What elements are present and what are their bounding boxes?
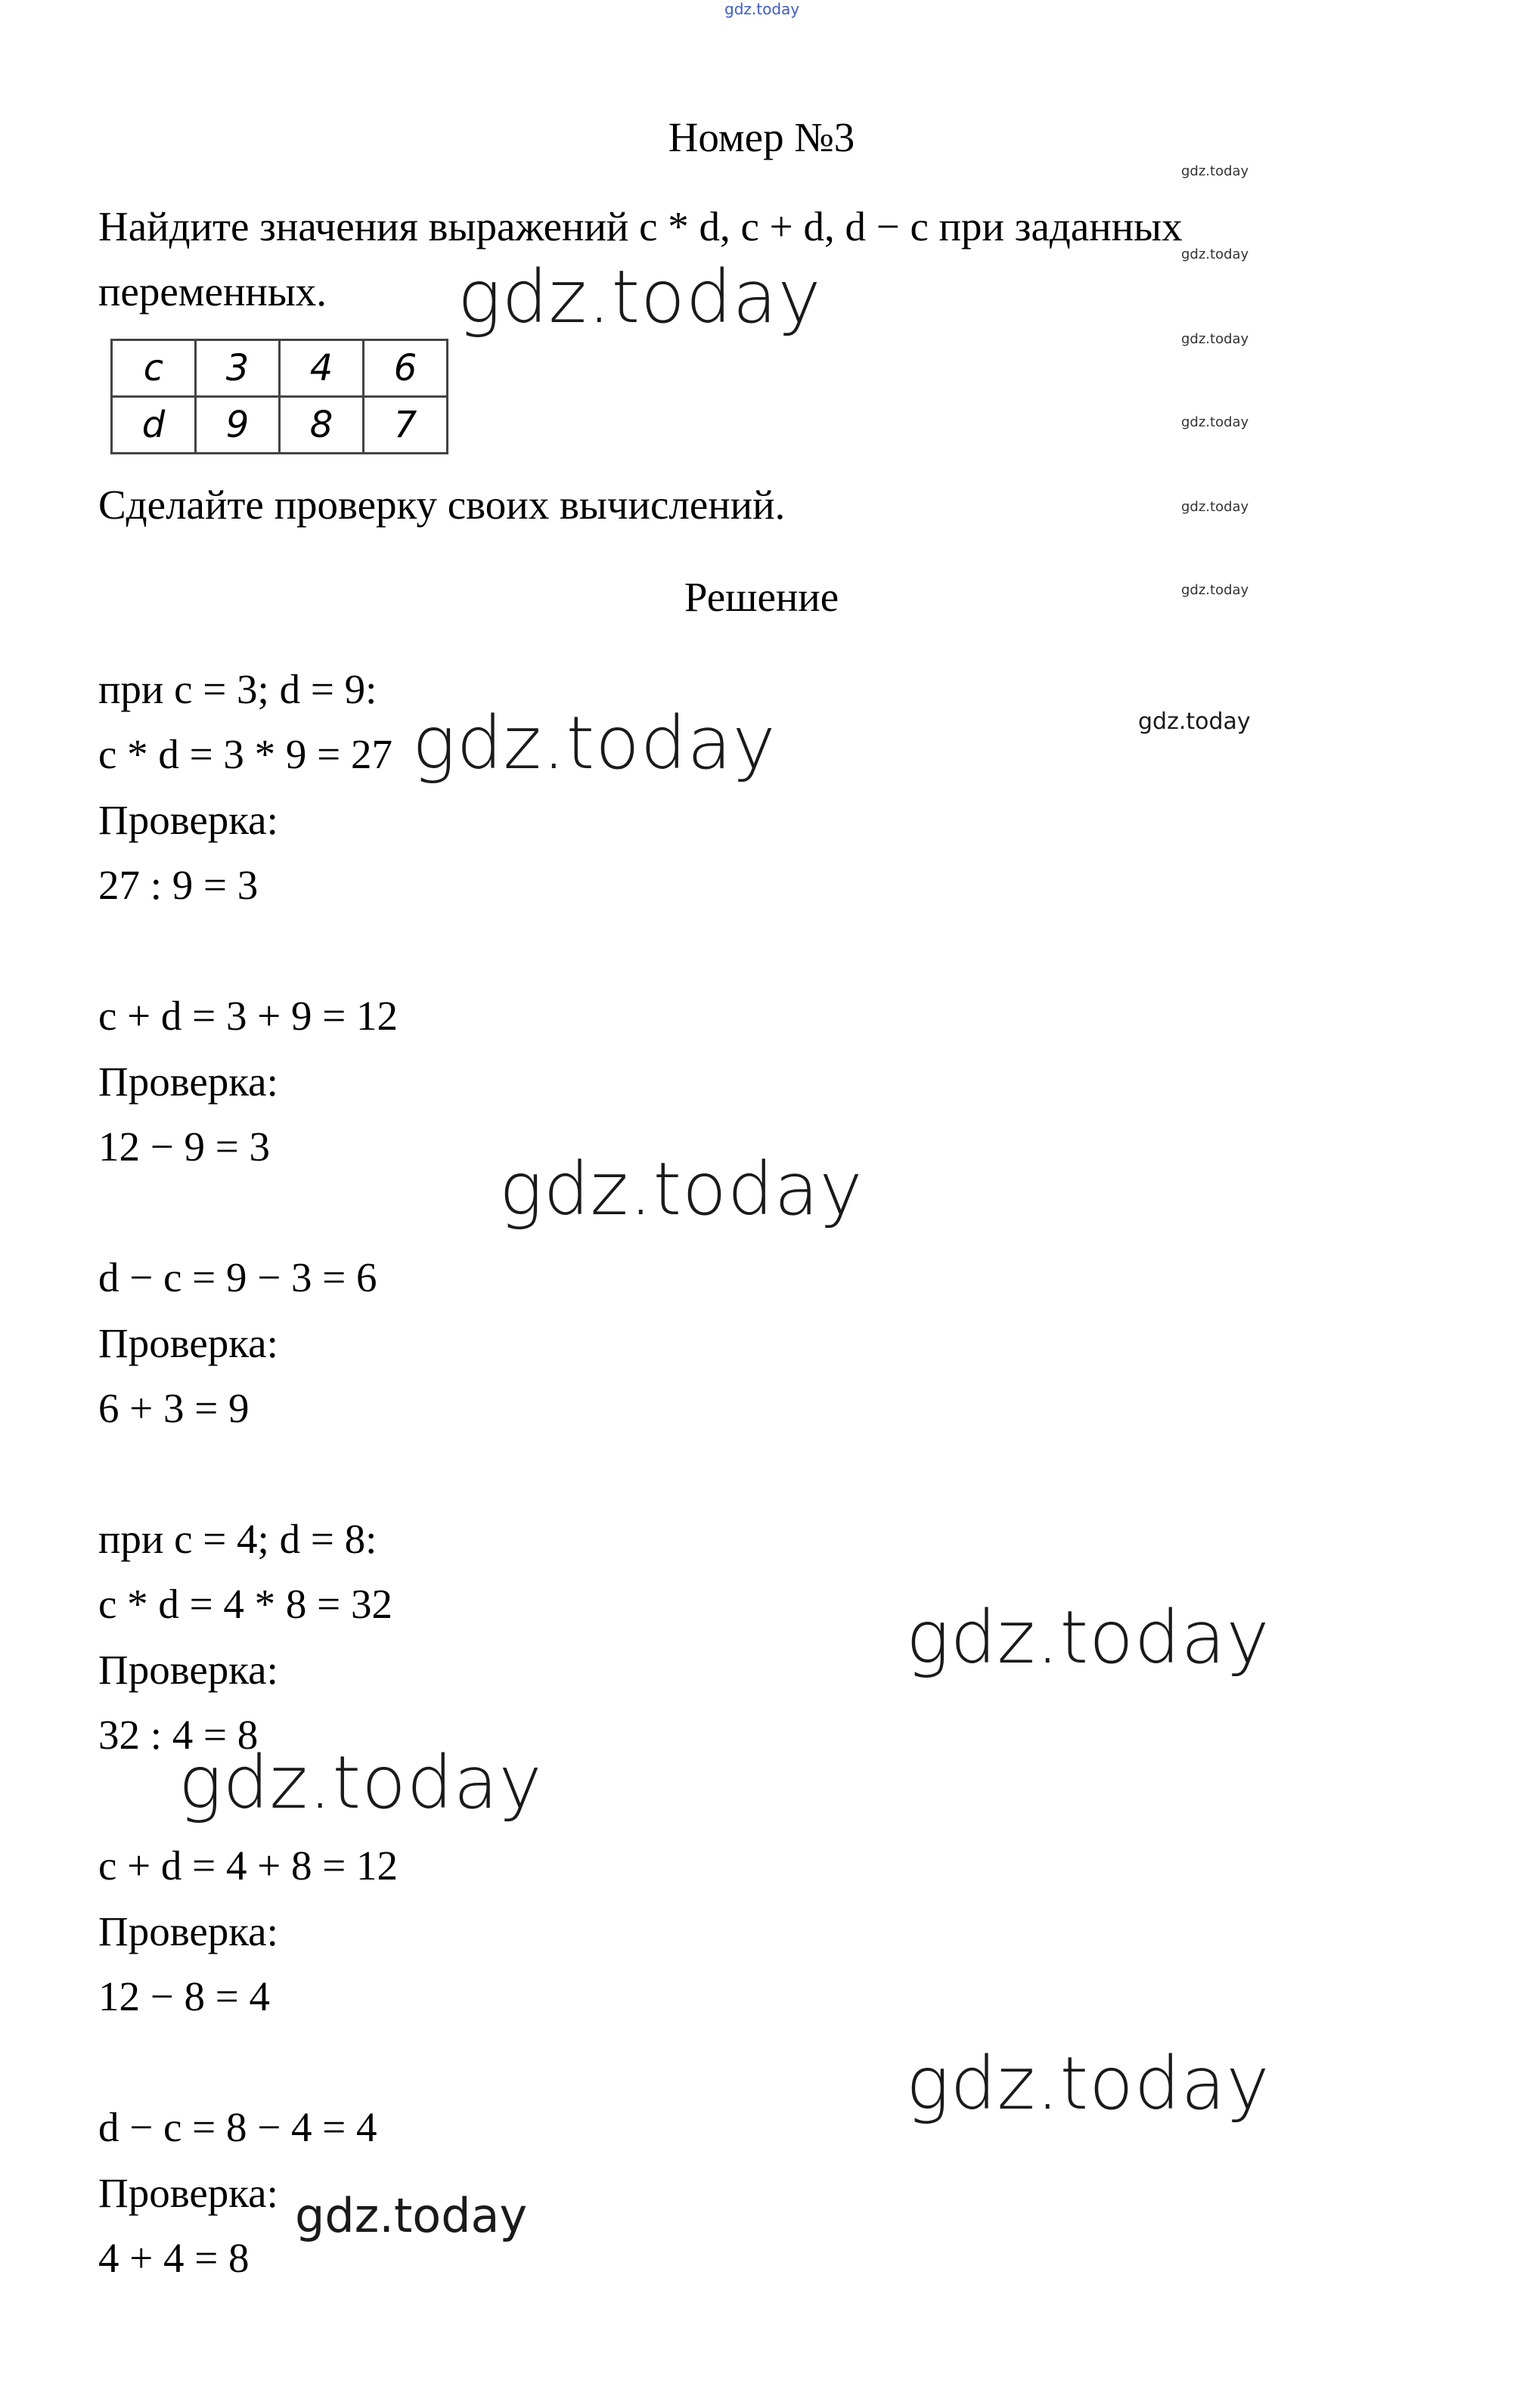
- watermark-small: gdz.today: [1138, 708, 1251, 735]
- table-cell: 6: [364, 340, 448, 397]
- check-label: Проверка:: [98, 1647, 278, 1693]
- solution-line: c * d = 4 * 8 = 32: [98, 1581, 392, 1627]
- task-text-line-1: Найдите значения выражений c * d, c + d, d − c при заданных: [98, 203, 1183, 249]
- watermark-large: gdz.today: [906, 1595, 1270, 1680]
- check-label: Проверка:: [98, 1058, 278, 1105]
- solution-line: 12 − 8 = 4: [98, 1973, 271, 2019]
- solution-line: d − c = 8 − 4 = 4: [98, 2104, 377, 2150]
- watermark-small: gdz.today: [1181, 163, 1249, 179]
- check-label: Проверка:: [98, 1320, 278, 1366]
- solution-line: c + d = 3 + 9 = 12: [98, 993, 398, 1039]
- table-cell: c: [112, 340, 196, 397]
- page-title: Номер №3: [668, 114, 855, 160]
- solution-line: 4 + 4 = 8: [98, 2235, 250, 2281]
- solution-line: 32 : 4 = 8: [98, 1712, 259, 1758]
- table-row: [112, 340, 448, 397]
- watermark-small: gdz.today: [1181, 246, 1249, 262]
- table-cell: d: [112, 397, 196, 454]
- watermark-small: gdz.today: [1181, 331, 1249, 347]
- table-cell: 8: [280, 397, 364, 454]
- watermark-large: gdz.today: [178, 1740, 543, 1825]
- table-cell: 9: [196, 397, 280, 454]
- variables-table: [110, 339, 448, 454]
- check-label: Проверка:: [98, 1908, 278, 1954]
- watermark-medium: gdz.today: [295, 2188, 528, 2243]
- solution-line: d − c = 9 − 3 = 6: [98, 1254, 377, 1300]
- table-cell: 4: [280, 340, 364, 397]
- solution-line: 27 : 9 = 3: [98, 862, 259, 908]
- watermark-large: gdz.today: [458, 255, 822, 339]
- watermark-small: gdz.today: [1181, 499, 1249, 515]
- check-label: Проверка:: [98, 2170, 278, 2216]
- watermark-top: gdz.today: [724, 0, 800, 18]
- solution-line: 12 − 9 = 3: [98, 1123, 271, 1170]
- check-label: Проверка:: [98, 797, 278, 843]
- watermark-small: gdz.today: [1181, 414, 1249, 430]
- table-cell: 3: [196, 340, 280, 397]
- solution-case-2-header: при c = 4; d = 8:: [98, 1516, 377, 1562]
- solution-case-1-header: при c = 3; d = 9:: [98, 666, 377, 712]
- watermark-large: gdz.today: [906, 2041, 1270, 2126]
- watermark-large: gdz.today: [412, 701, 777, 786]
- watermark-large: gdz.today: [499, 1147, 864, 1232]
- solution-line: 6 + 3 = 9: [98, 1385, 250, 1431]
- table-row: [112, 397, 448, 454]
- solution-line: c + d = 4 + 8 = 12: [98, 1842, 398, 1889]
- watermark-small: gdz.today: [1181, 582, 1249, 598]
- solution-line: c * d = 3 * 9 = 27: [98, 731, 392, 777]
- solution-heading: Решение: [684, 574, 839, 620]
- check-instruction: Сделайте проверку своих вычислений.: [98, 482, 786, 528]
- task-text-line-2: переменных.: [98, 268, 327, 315]
- table-cell: 7: [364, 397, 448, 454]
